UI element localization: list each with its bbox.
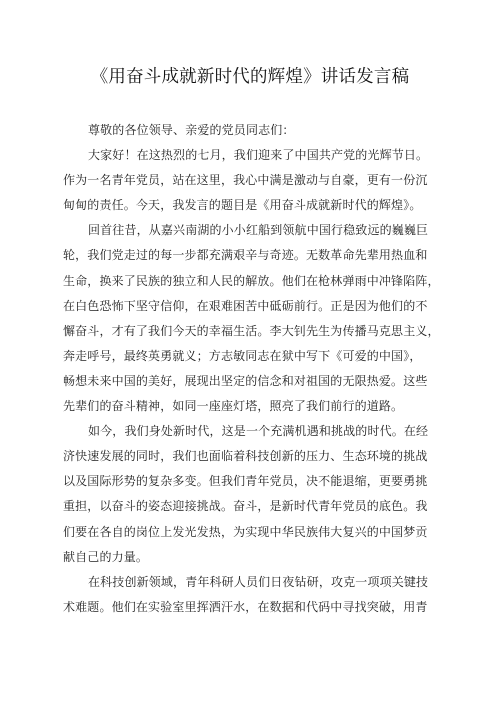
body-line: 术难题。他们在实验室里挥洒汗水，在数据和代码中寻找突破，用青 — [63, 599, 428, 614]
body-line: 济快速发展的同时，我们也面临着科技创新的压力、生态环境的挑战 — [63, 449, 428, 464]
body-line: 懈奋斗，才有了我们今天的幸福生活。李大钊先生为传播马克思主义， — [63, 323, 440, 338]
body-line: 在科技创新领域，青年科研人员们日夜钻研，攻克一项项关键技 — [88, 574, 429, 589]
body-line: 轮，我们党走过的每一步都充满艰辛与奇迹。无数革命先辈用热血和 — [63, 248, 428, 263]
document-title: 《用奋斗成就新时代的辉煌》讲话发言稿 — [90, 67, 410, 87]
body-line: 生命，换来了民族的独立和人民的解放。他们在枪林弹雨中冲锋陷阵， — [63, 273, 440, 288]
body-line: 献自己的力量。 — [63, 549, 149, 564]
body-line: 们要在各自的岗位上发光发热，为实现中华民族伟大复兴的中国梦贡 — [63, 524, 428, 539]
body-line: 回首往昔，从嘉兴南湖的小小红船到领航中国行稳致远的巍巍巨 — [88, 223, 429, 238]
body-line: 以及国际形势的复杂多变。但我们青年党员，决不能退缩，更要勇挑 — [63, 474, 428, 489]
body-line: 尊敬的各位领导、亲爱的党员同志们： — [88, 123, 295, 137]
body-line: 在白色恐怖下坚守信仰，在艰难困苦中砥砺前行。正是因为他们的不 — [63, 298, 428, 313]
body-line: 作为一名青年党员，站在这里，我心中满是激动与自豪，更有一份沉 — [63, 173, 428, 188]
body-line: 如今，我们身处新时代，这是一个充满机遇和挑战的时代。在经 — [88, 424, 429, 439]
body-line: 大家好！在这热烈的七月，我们迎来了中国共产党的光辉节日。 — [88, 148, 429, 163]
body-line: 先辈们的奋斗精神，如同一座座灯塔，照亮了我们前行的道路。 — [63, 399, 404, 414]
body-line: 畅想未来中国的美好，展现出坚定的信念和对祖国的无限热爱。这些 — [63, 373, 428, 388]
body-line: 甸甸的责任。今天，我发言的题目是《用奋斗成就新时代的辉煌》。 — [63, 198, 422, 213]
body-line: 奔走呼号，最终英勇就义；方志敏同志在狱中写下《可爱的中国》， — [63, 348, 422, 363]
document-body — [63, 118, 447, 620]
body-line: 重担，以奋斗的姿态迎接挑战。奋斗，是新时代青年党员的底色。我 — [63, 499, 428, 514]
